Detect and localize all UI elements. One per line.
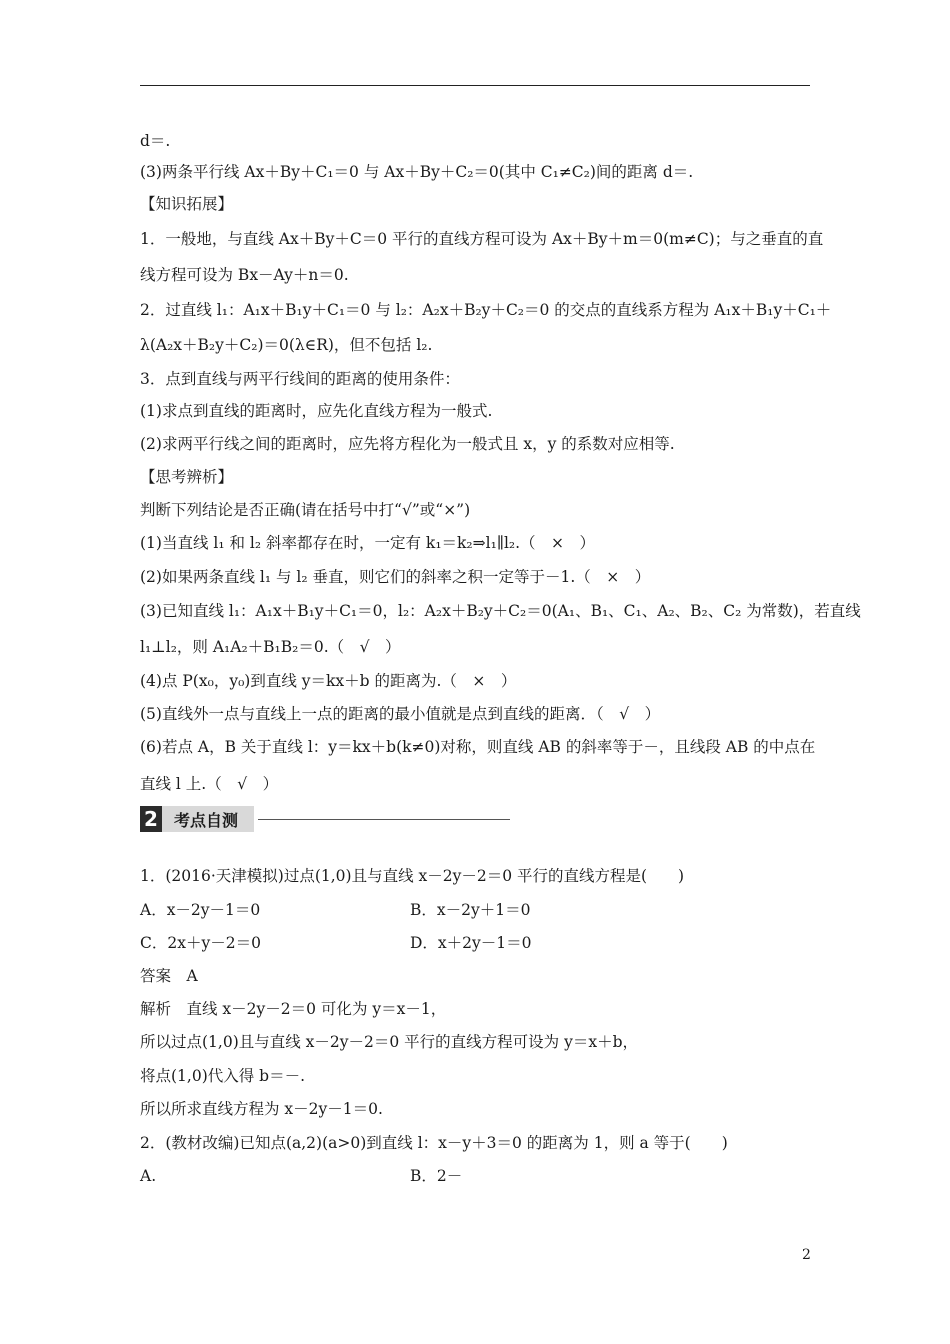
- text-line: (1)当直线 l₁ 和 l₂ 斜率都存在时，一定有 k₁＝k₂⇒l₁∥l₂.（ × ）: [140, 534, 596, 552]
- section-rule: [258, 819, 510, 820]
- option-b: B．2－: [410, 1167, 463, 1185]
- header-rule: [140, 85, 810, 86]
- text-line: (5)直线外一点与直线上一点的距离的最小值就是点到直线的距离．（ √ ）: [140, 705, 661, 723]
- text-line: λ(A₂x＋B₂y＋C₂)＝0(λ∈R)，但不包括 l₂.: [140, 336, 433, 354]
- page-number: 2: [802, 1247, 811, 1263]
- option-a: A．x－2y－1＝0: [140, 901, 261, 919]
- text-line: 线方程可设为 Bx－Ay＋n＝0.: [140, 266, 349, 284]
- option-b: B．x－2y＋1＝0: [410, 901, 531, 919]
- text-line: 判断下列结论是否正确(请在括号中打“√”或“×”): [140, 501, 471, 519]
- text-line: (4)点 P(x₀，y₀)到直线 y＝kx＋b 的距离为.（ × ）: [140, 672, 517, 690]
- subsection-heading: 【思考辨析】: [140, 468, 234, 486]
- section-header: [140, 806, 510, 832]
- text-line: 3．点到直线与两平行线间的距离的使用条件：: [140, 370, 460, 388]
- analysis-line: 所以所求直线方程为 x－2y－1＝0.: [140, 1100, 383, 1118]
- analysis-line: 所以过点(1,0)且与直线 x－2y－2＝0 平行的直线方程可设为 y＝x＋b，: [140, 1033, 639, 1051]
- text-line: 2．过直线 l₁：A₁x＋B₁y＋C₁＝0 与 l₂：A₂x＋B₂y＋C₂＝0 的交点的直线系方程为 A₁x＋B₁y＋C₁＋: [140, 301, 832, 319]
- option-c: C．2x＋y－2＝0: [140, 934, 261, 952]
- text-line: (6)若点 A，B 关于直线 l：y＝kx＋b(k≠0)对称，则直线 AB 的斜率等于－，且线段 AB 的中点在: [140, 738, 816, 756]
- option-a: A.: [140, 1167, 157, 1185]
- text-line: (2)如果两条直线 l₁ 与 l₂ 垂直，则它们的斜率之积一定等于－1.（ × ）: [140, 568, 651, 586]
- subsection-heading: 【知识拓展】: [140, 195, 234, 213]
- section-number: 2: [140, 806, 162, 832]
- text-line: 1．一般地，与直线 Ax＋By＋C＝0 平行的直线方程可设为 Ax＋By＋m＝0(m≠C)；与之垂直的直: [140, 230, 824, 248]
- question-2: 2．(教材改编)已知点(a,2)(a>0)到直线 l：x－y＋3＝0 的距离为 1，则 a 等于( ): [140, 1134, 728, 1152]
- question-1: 1．(2016·天津模拟)过点(1,0)且与直线 x－2y－2＝0 平行的直线方程是( ): [140, 867, 685, 885]
- analysis-line: 解析 直线 x－2y－2＝0 可化为 y＝x－1，: [140, 1000, 447, 1018]
- text-line: l₁⊥l₂，则 A₁A₂＋B₁B₂＝0.（ √ ）: [140, 638, 401, 656]
- answer-line: 答案 A: [140, 967, 198, 985]
- section-title: 考点自测: [162, 806, 254, 832]
- text-line: d＝.: [140, 132, 171, 150]
- option-d: D．x＋2y－1＝0: [410, 934, 532, 952]
- text-line: 直线 l 上.（ √ ）: [140, 775, 279, 793]
- text-line: (3)已知直线 l₁：A₁x＋B₁y＋C₁＝0，l₂：A₂x＋B₂y＋C₂＝0(A₁、B₁、C₁、A₂、B₂、C₂ 为常数)，若直线: [140, 602, 861, 620]
- text-line: (1)求点到直线的距离时，应先化直线方程为一般式.: [140, 402, 493, 420]
- analysis-line: 将点(1,0)代入得 b＝－.: [140, 1067, 306, 1085]
- text-line: (3)两条平行线 Ax＋By＋C₁＝0 与 Ax＋By＋C₂＝0(其中 C₁≠C₂)间的距离 d＝.: [140, 163, 694, 181]
- text-line: (2)求两平行线之间的距离时，应先将方程化为一般式且 x，y 的系数对应相等.: [140, 435, 675, 453]
